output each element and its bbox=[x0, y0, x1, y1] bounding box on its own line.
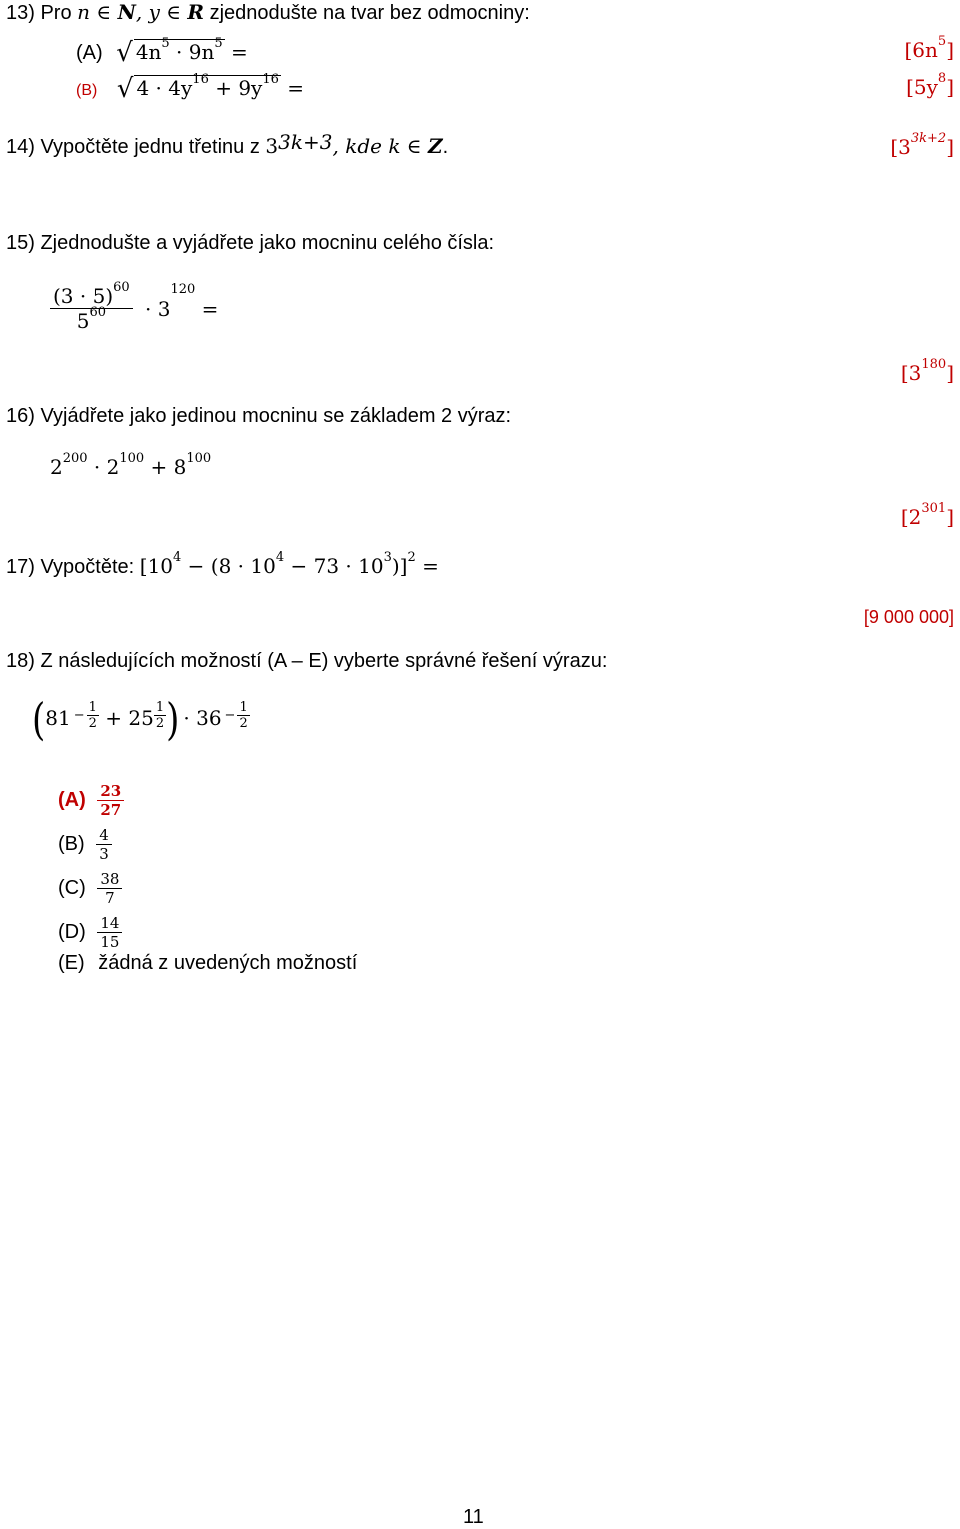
p13-a-row bbox=[76, 36, 248, 66]
p17-m5: = bbox=[415, 554, 439, 578]
p14-tail: , kde k ∈ bbox=[332, 134, 428, 158]
option-e-text: žádná z uvedených možností bbox=[98, 952, 358, 974]
var-n: n bbox=[77, 0, 91, 24]
option-b bbox=[58, 826, 112, 863]
p18-exp-den: 2 bbox=[88, 716, 97, 731]
p16-term1: 2 bbox=[50, 455, 63, 479]
p14-period: . bbox=[442, 136, 449, 158]
p13-a-term2: 9n bbox=[188, 40, 215, 64]
p13-b-exp1: 16 bbox=[192, 72, 209, 87]
p17-m2: − (8 · 10 bbox=[181, 554, 276, 578]
p13-b-term2: + 9y bbox=[208, 76, 263, 100]
option-a-num: 23 bbox=[97, 782, 124, 801]
p18-exp3-num: 1 bbox=[239, 700, 248, 715]
p18-exp2-num: 1 bbox=[155, 700, 165, 715]
p13-b-term1: 4 · 4y bbox=[136, 76, 193, 100]
option-d bbox=[58, 914, 122, 951]
set-R: R bbox=[187, 0, 205, 24]
p17-e4: 2 bbox=[407, 550, 416, 565]
p13-a-exp2: 5 bbox=[214, 36, 223, 51]
set-N: N bbox=[117, 0, 136, 24]
p17-m4: )] bbox=[391, 554, 408, 578]
p14-exp: 3k+3 bbox=[278, 130, 333, 154]
option-d-den: 15 bbox=[100, 933, 120, 951]
p16-term2: · 2 bbox=[87, 455, 120, 479]
p13-a-term1: 4n bbox=[135, 40, 162, 64]
p15-expression bbox=[50, 280, 219, 333]
p13-b-answer-base: [5y bbox=[906, 75, 938, 99]
p16-answer-exp: 301 bbox=[921, 501, 947, 516]
option-b-label: (B) bbox=[58, 832, 85, 855]
option-b-fraction bbox=[96, 826, 112, 863]
p17-e1: 4 bbox=[173, 550, 182, 565]
p13-a-answer-base: [6n bbox=[904, 38, 938, 62]
p13-b-answer bbox=[906, 71, 954, 99]
p13-b-label: (B) bbox=[76, 82, 98, 99]
p16-answer bbox=[900, 501, 954, 529]
option-c-den: 7 bbox=[105, 889, 115, 907]
p15-mult-exp: 120 bbox=[170, 281, 196, 297]
option-d-num: 14 bbox=[97, 914, 122, 933]
p18-plus-25: + 25 bbox=[98, 706, 154, 730]
p13-b-answer-exp: 8 bbox=[937, 71, 947, 86]
p17-e3: 3 bbox=[383, 550, 392, 565]
p18-exp3-minus: − bbox=[224, 708, 236, 723]
p15-eq: = bbox=[195, 296, 219, 321]
p16-term3: + 8 bbox=[144, 455, 187, 479]
p14-text: 14) Vypočtěte jednu třetinu z bbox=[6, 136, 266, 158]
p15-answer-exp: 180 bbox=[921, 357, 947, 372]
p18-exp-minus: − bbox=[73, 708, 85, 723]
p18-exp3-den: 2 bbox=[239, 716, 248, 731]
p17-answer: [9 000 000] bbox=[863, 607, 954, 627]
p15-numerator: (3 · 5) bbox=[53, 284, 114, 308]
option-a bbox=[58, 782, 124, 819]
option-a-den: 27 bbox=[100, 801, 122, 819]
problem-17 bbox=[6, 550, 439, 579]
var-y: , y bbox=[135, 0, 160, 24]
p13-a-dot: · bbox=[169, 40, 189, 64]
sqrt-symbol-b: √ bbox=[116, 74, 134, 104]
option-d-label: (D) bbox=[58, 920, 86, 943]
problem-13-heading bbox=[6, 0, 530, 25]
p14-answer-close: ] bbox=[946, 135, 954, 159]
option-d-fraction bbox=[97, 914, 122, 951]
p18-exp-num: 1 bbox=[88, 700, 97, 715]
p13-intro: 13) Pro bbox=[6, 2, 78, 24]
problem-14 bbox=[6, 130, 449, 159]
p18-close-paren: ) bbox=[166, 694, 180, 746]
option-c-fraction bbox=[97, 870, 122, 907]
page-number: 11 bbox=[463, 1506, 484, 1528]
p18-open-paren: ( bbox=[32, 694, 46, 746]
option-c-num: 38 bbox=[97, 870, 122, 889]
p16-exp1: 200 bbox=[62, 451, 88, 466]
p13-a-eq: = bbox=[224, 40, 248, 64]
p17-m3: − 73 · 10 bbox=[284, 554, 384, 578]
p15-answer-base: [3 bbox=[900, 361, 922, 385]
p15-fraction bbox=[50, 280, 133, 333]
option-e bbox=[58, 952, 357, 975]
p18-exp2-den: 2 bbox=[155, 716, 165, 731]
in-symbol: ∈ bbox=[90, 0, 118, 24]
problem-18: 18) Z následujících možností (A – E) vyberte správné řešení výrazu: bbox=[6, 650, 608, 672]
p15-den-exp: 60 bbox=[89, 305, 106, 320]
p15-answer bbox=[900, 357, 954, 385]
option-a-label: (A) bbox=[58, 788, 86, 811]
p16-answer-close: ] bbox=[946, 505, 954, 529]
set-Z: Z bbox=[427, 134, 443, 158]
p17-m1: [10 bbox=[139, 554, 174, 578]
p17-e2: 4 bbox=[275, 550, 285, 565]
p18-expression bbox=[32, 694, 250, 746]
p13-a-answer bbox=[904, 34, 954, 62]
option-a-fraction bbox=[97, 782, 124, 819]
p15-answer-close: ] bbox=[946, 361, 954, 385]
in-symbol-2: ∈ bbox=[159, 0, 188, 24]
p13-a-label: (A) bbox=[76, 42, 103, 64]
problem-15: 15) Zjednodušte a vyjádřete jako mocninu celého čísla: bbox=[6, 232, 495, 254]
p13-a-exp1: 5 bbox=[161, 36, 170, 51]
p13-a-answer-exp: 5 bbox=[937, 34, 947, 49]
option-b-num: 4 bbox=[96, 826, 112, 845]
p16-exp3: 100 bbox=[186, 451, 212, 466]
p18-mult-36: · 36 bbox=[183, 706, 222, 730]
p14-answer-base: [3 bbox=[890, 135, 911, 159]
p18-base-81: 81 bbox=[45, 706, 71, 730]
p15-denominator: 5 bbox=[76, 309, 90, 333]
p13-a-answer-close: ] bbox=[946, 38, 954, 62]
p13-b-exp2: 16 bbox=[262, 72, 279, 87]
p14-answer bbox=[890, 131, 954, 159]
p16-exp2: 100 bbox=[119, 451, 145, 466]
option-e-label: (E) bbox=[58, 952, 85, 974]
p13-b-row bbox=[76, 72, 304, 102]
option-c-label: (C) bbox=[58, 876, 86, 899]
p13-intro-tail: zjednodušte na tvar bez odmocniny: bbox=[204, 2, 530, 24]
option-c bbox=[58, 870, 122, 907]
problem-16: 16) Vyjádřete jako jedinou mocninu se základem 2 výraz: bbox=[6, 405, 512, 427]
p16-answer-base: [2 bbox=[900, 505, 922, 529]
p13-b-answer-close: ] bbox=[946, 75, 954, 99]
p16-expression bbox=[50, 451, 212, 479]
sqrt-symbol: √ bbox=[116, 38, 133, 68]
p14-base: 3 bbox=[265, 134, 279, 158]
p15-num-exp: 60 bbox=[113, 280, 130, 295]
p14-answer-exp: 3k+2 bbox=[910, 131, 947, 146]
option-b-den: 3 bbox=[99, 845, 109, 863]
p15-mult: · 3 bbox=[145, 296, 171, 321]
p13-b-eq: = bbox=[280, 76, 305, 100]
p17-text: 17) Vypočtěte: bbox=[6, 556, 140, 578]
